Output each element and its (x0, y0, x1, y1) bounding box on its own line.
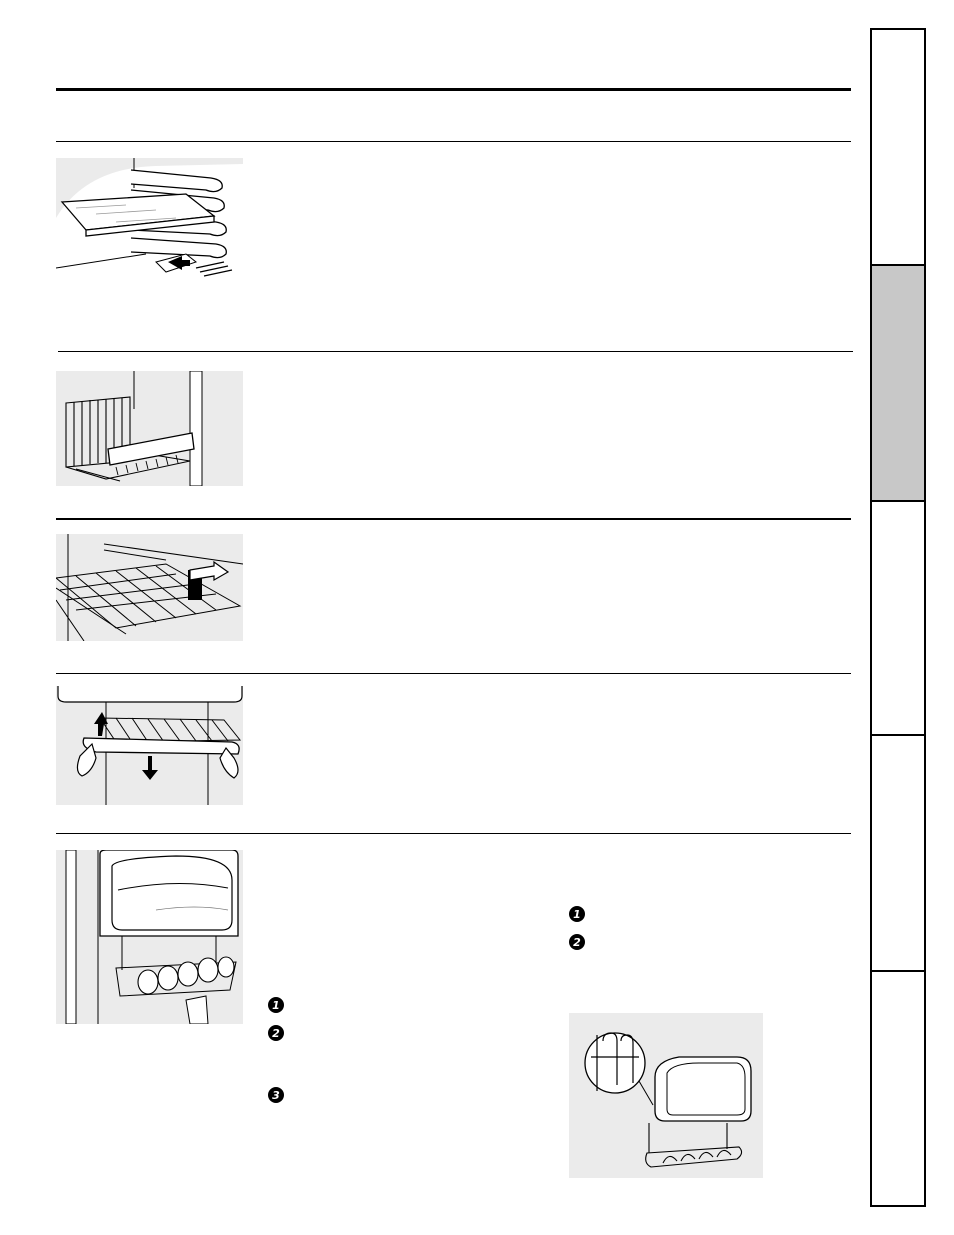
section-rule-4 (56, 673, 851, 674)
door-shelf-adjust-illustration (56, 686, 243, 805)
glass-shelf-sliding-illustration (56, 158, 243, 284)
step-number-2-right: 2 (569, 934, 585, 950)
wire-shelf-removal-illustration (56, 534, 243, 641)
wire-bin-rack-illustration (56, 371, 243, 486)
step-number-2: 2 (268, 1025, 284, 1041)
can-rack-illustration (56, 850, 243, 1024)
section-rule-3 (56, 518, 851, 520)
section-tab-1[interactable] (872, 30, 924, 266)
section-tab-2-active[interactable] (872, 266, 924, 502)
section-rule-1 (56, 141, 851, 142)
section-rule-2 (58, 351, 853, 352)
section-rule-5 (56, 833, 851, 834)
top-rule (56, 88, 851, 91)
step-number-1: 1 (268, 997, 284, 1013)
section-tab-4[interactable] (872, 736, 924, 972)
section-tab-strip (870, 28, 926, 1207)
section-tab-3[interactable] (872, 502, 924, 736)
section-tab-5[interactable] (872, 972, 924, 1205)
step-number-1-right: 1 (569, 906, 585, 922)
step-number-3: 3 (268, 1087, 284, 1103)
can-rack-mounting-detail-illustration (569, 1013, 763, 1178)
